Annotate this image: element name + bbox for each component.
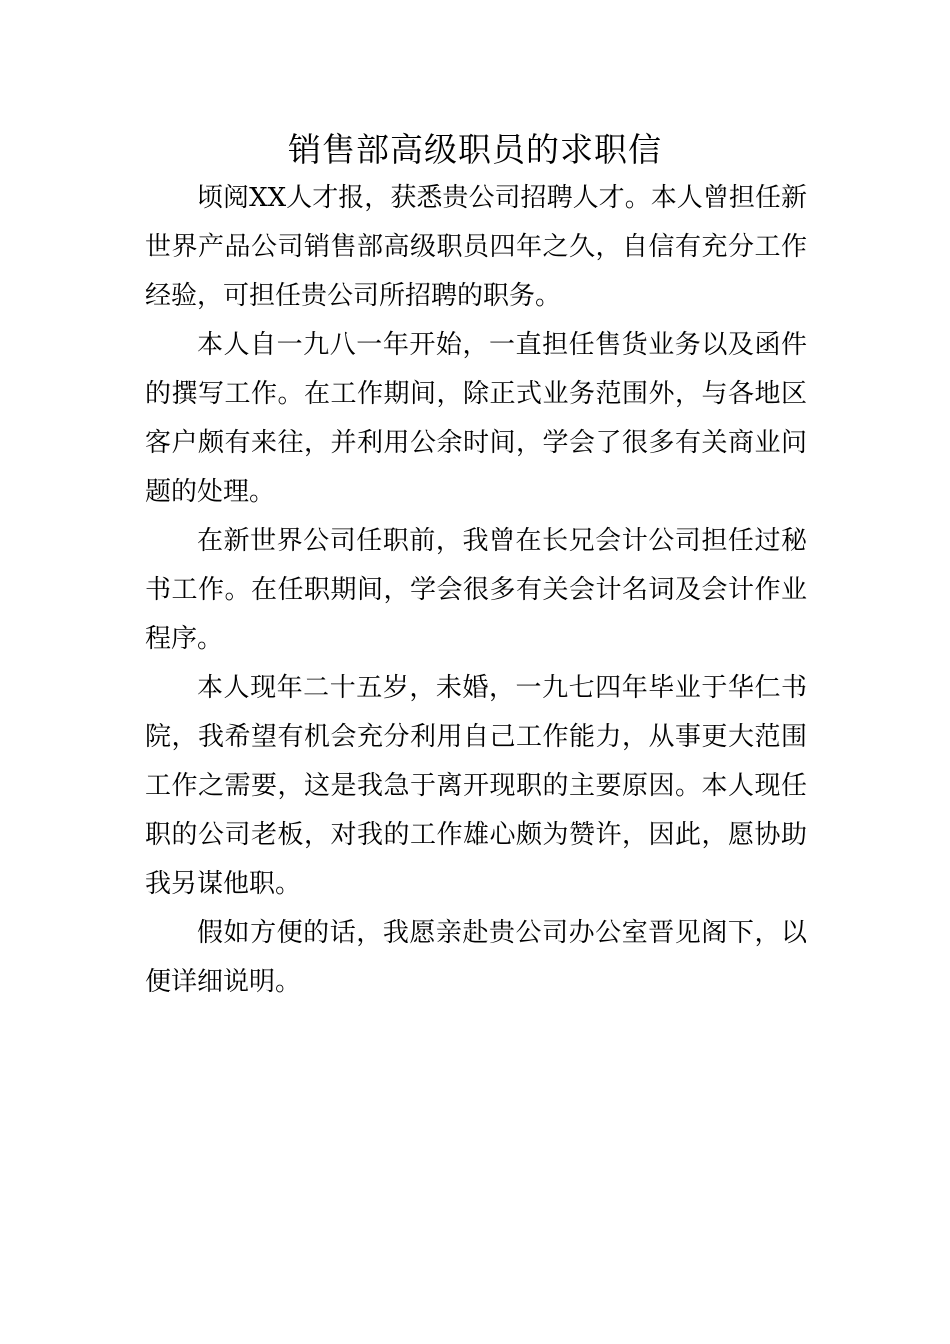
paragraph-4: 本人现年二十五岁，未婚，一九七四年毕业于华仁书院，我希望有机会充分利用自己工作能力，从事更大范围工作之需要，这是我急于离开现职的主要原因。本人现任职的公司老板，对我的工作雄心颇为赞许，因此，愿协助我另谋他职。 [145, 673, 807, 899]
paragraph-3: 在新世界公司任职前，我曾在长兄会计公司担任过秘书工作。在任职期间，学会很多有关会计名词及会计作业程序。 [145, 526, 807, 654]
document-title: 销售部高级职员的求职信 [288, 130, 662, 169]
paragraph-1: 顷阅XX人才报，获悉贵公司招聘人才。本人曾担任新世界产品公司销售部高级职员四年之久，自信有充分工作经验，可担任贵公司所招聘的职务。 [145, 183, 807, 311]
paragraph-5: 假如方便的话，我愿亲赴贵公司办公室晋见阁下，以便详细说明。 [145, 918, 807, 997]
document-body [145, 174, 807, 1007]
paragraph-2: 本人自一九八一年开始，一直担任售货业务以及函件的撰写工作。在工作期间，除正式业务范围外，与各地区客户颇有来往，并利用公余时间，学会了很多有关商业问题的处理。 [145, 330, 807, 507]
